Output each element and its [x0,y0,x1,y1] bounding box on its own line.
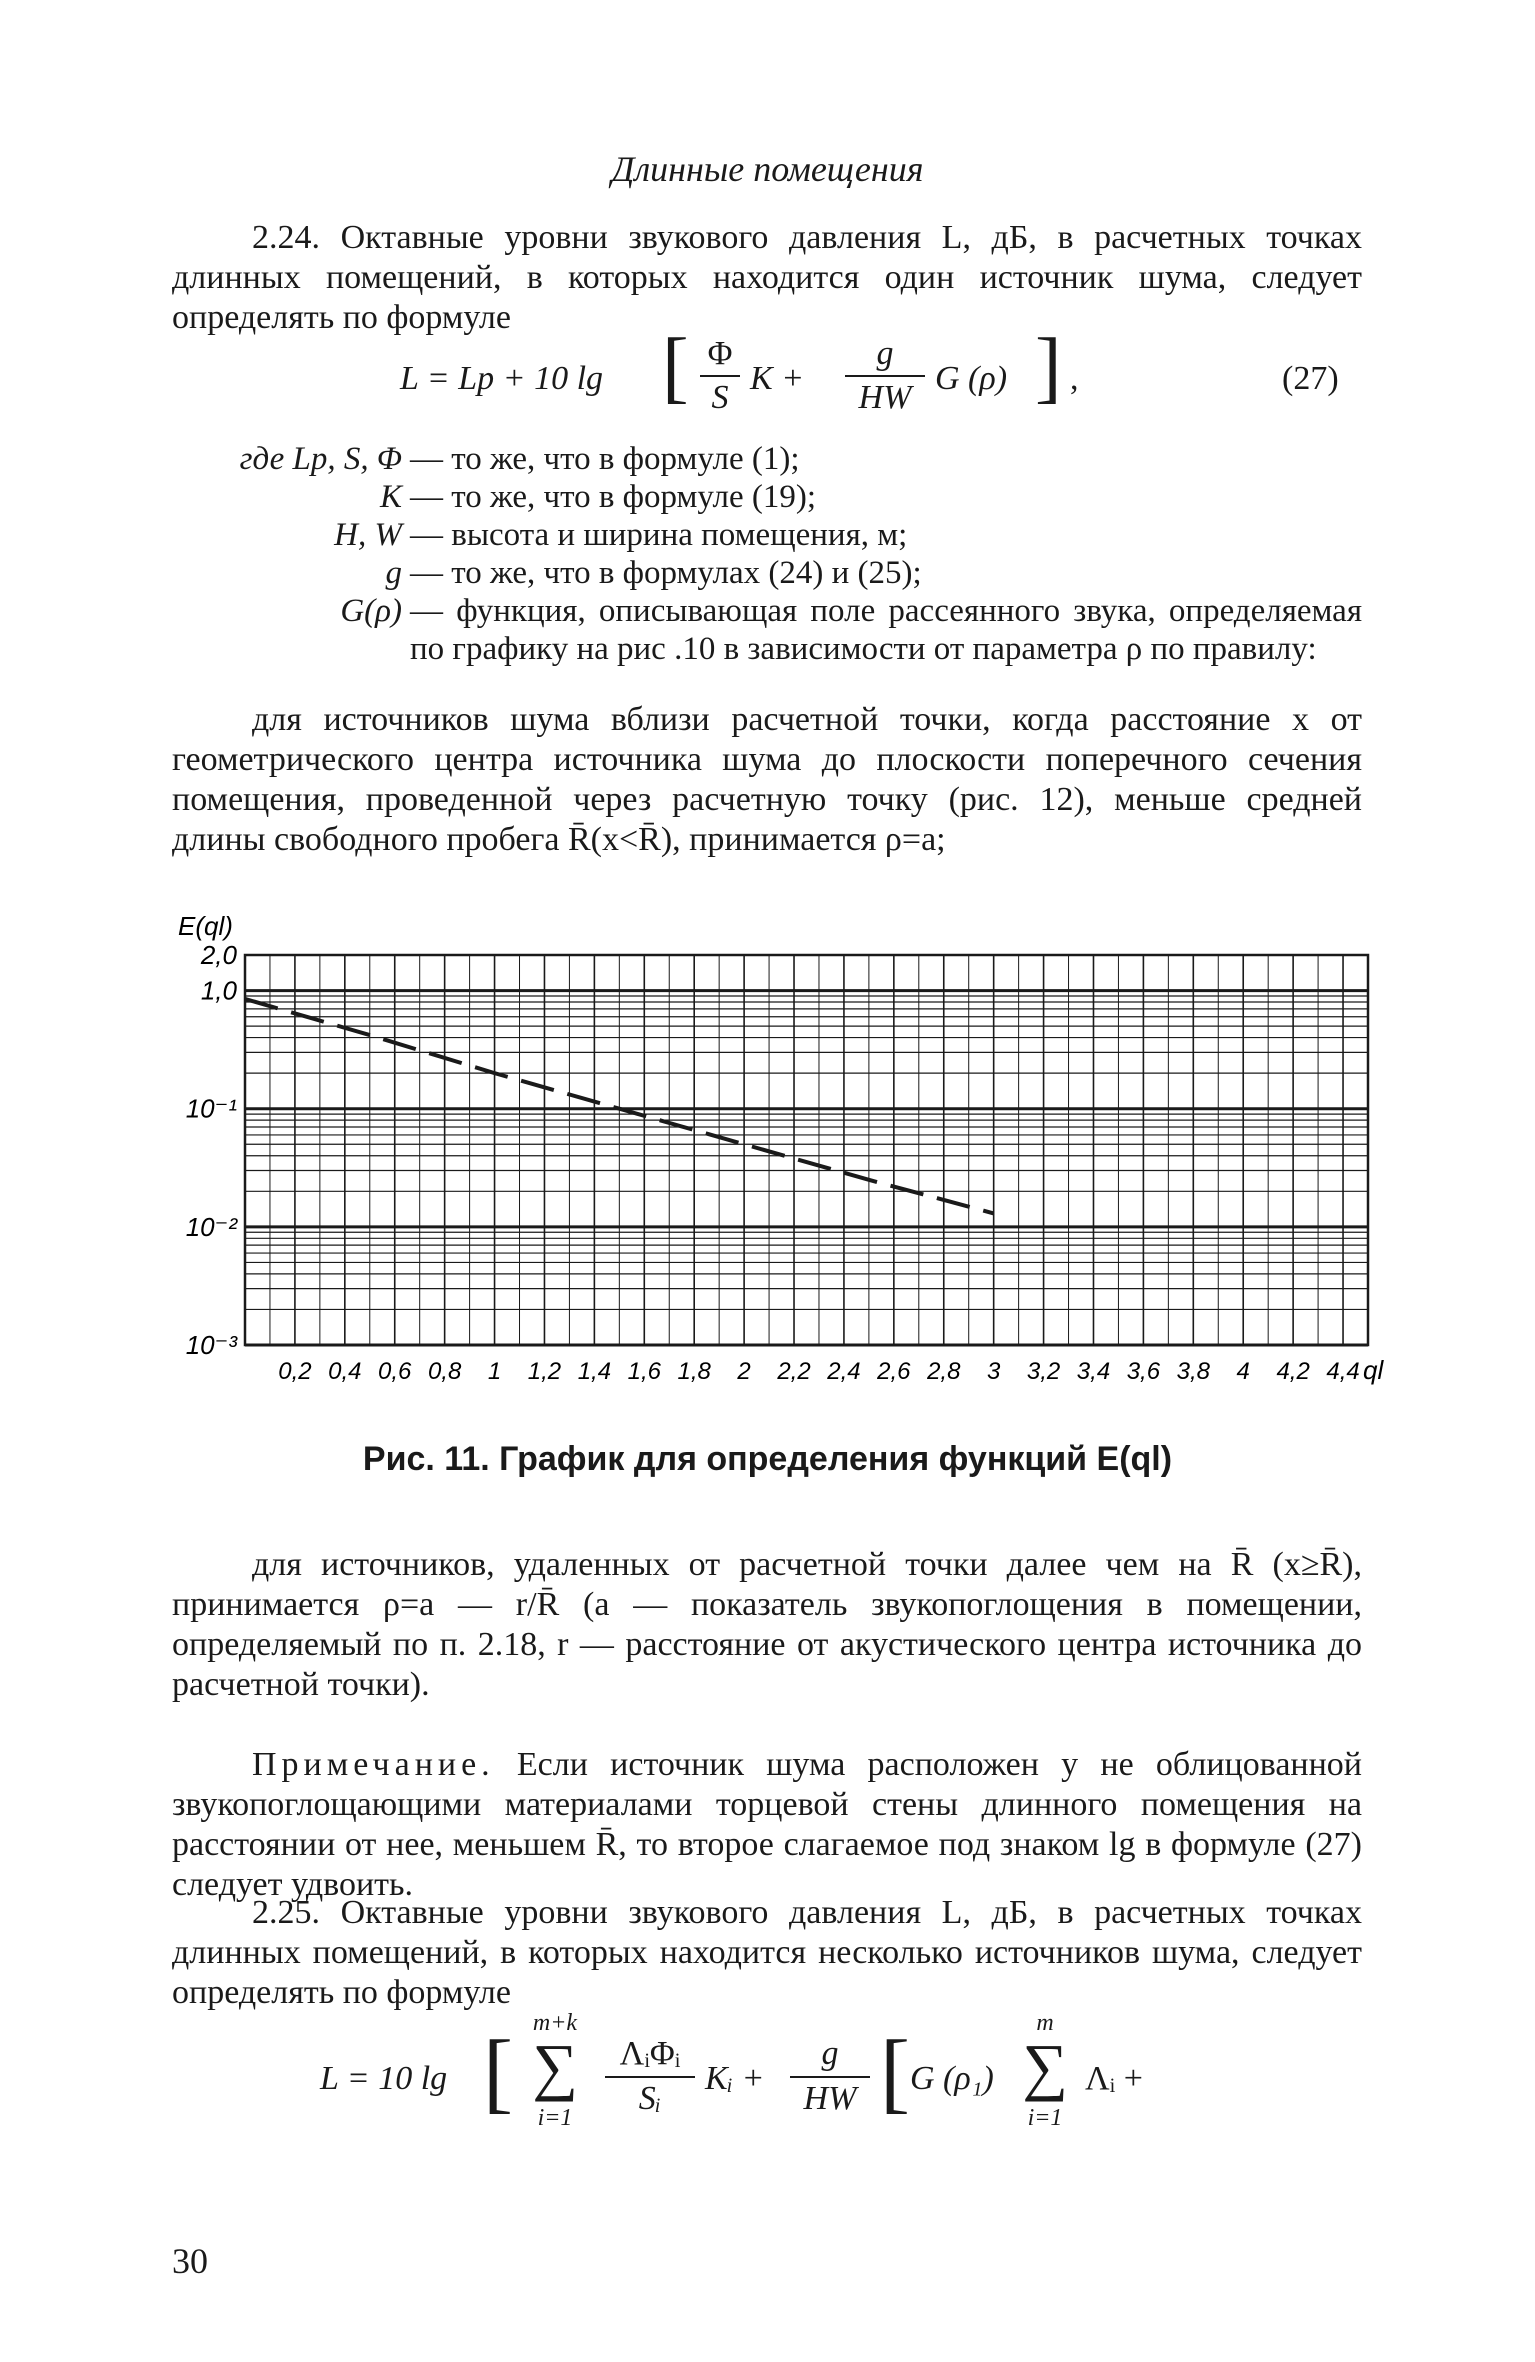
x-axis-label: ql [1363,1355,1384,1385]
formula-27-lhs: L = Lp + 10 lg [400,360,604,397]
page-number: 30 [172,2241,208,2281]
frac-numerator: ΛᵢΦᵢ [619,2035,681,2072]
note-label: Примечание. [252,1746,495,1783]
term1-numerator: Φ [707,335,733,372]
y-tick-label: 10⁻¹ [185,1093,237,1124]
where-list [172,440,1362,668]
where-item [172,516,1362,554]
x-tick-label: 4,4 [1326,1358,1360,1385]
x-tick-label: 0,6 [378,1358,412,1385]
y-tick-label: 10⁻² [185,1211,237,1242]
comma: , [1070,360,1079,397]
x-tick-label: 2,8 [927,1358,961,1385]
x-tick-label: 1,8 [677,1358,711,1385]
where-item [172,554,1362,592]
figure-caption: Рис. 11. График для определения функций E(ql) [362,1440,1173,1478]
x-tick-label: 3,8 [1176,1358,1210,1385]
sum2-sign: ∑ [1022,2031,1068,2102]
paragraph-2-25: 2.25. Октавные уровни звукового давления L, дБ, в расчетных точках длинных помещений, в которых находится несколько источников шума, следует определять по формуле [172,1894,1362,2011]
bracket-left: [ [662,323,689,411]
x-tick-label: 2 [737,1358,751,1385]
sum2-upper: m [1036,2010,1054,2036]
g-numerator: g [821,2035,839,2072]
section-heading: Длинные помещения [611,149,924,189]
x-tick-label: 1,4 [577,1358,612,1385]
sum2-lower: i=1 [1027,2105,1063,2131]
x-tick-label: 3 [986,1358,1001,1385]
term1-denominator: S [711,379,729,416]
x-tick-label: 2,2 [777,1358,811,1385]
x-tick-label: 3,4 [1076,1358,1111,1385]
where-symbol: g [385,555,402,591]
where-text: — высота и ширина помещения, м; [410,517,908,553]
where-text: — то же, что в формулах (24) и (25); [410,555,922,591]
x-ticks [278,1355,1384,1385]
where-text: — то же, что в формуле (1); [410,441,800,477]
note-paragraph [172,1745,1362,1905]
x-tick-label: 2,4 [827,1358,861,1385]
where-symbol: H, W [334,517,402,553]
term2-denominator: HW [858,379,912,416]
x-tick-label: 0,2 [278,1358,312,1385]
y-axis-label: E(ql) [178,911,233,941]
term2-tail: G (ρ) [935,360,1008,397]
formula-number: (27) [1282,360,1339,397]
y-tick-label: 10⁻³ [185,1330,237,1360]
fraction-bar [790,2076,870,2078]
chart-e-ql [160,905,1390,1425]
bracket-right: ] [1035,323,1062,411]
formula-28-tail: Λᵢ + [1085,2060,1143,2097]
x-tick-label: 1 [487,1358,502,1385]
fraction-bar [605,2076,695,2078]
paragraph-rule-1: для источников шума вблизи расчетной точки, когда расстояние x от геометрического центра источника шума до плоскости поперечного сечения помещения, проведенной через расчетную точку (рис. 12), меньше средней длины свободного пробега R̄(x<R̄), принимается ρ=a; [172,701,1362,858]
fraction-bar [845,375,925,377]
chart-grid [245,955,1368,1345]
where-text: — то же, что в формуле (19); [410,479,816,515]
g-tail: G (ρ₁) [910,2060,994,2097]
sum1-lower: i=1 [537,2105,573,2131]
where-symbol: G(ρ) [340,593,402,629]
plot-frame [245,955,1368,1345]
x-tick-label: 2,6 [877,1358,911,1385]
term2-numerator: g [876,335,894,372]
paragraph-rule-2: для источников, удаленных от расчетной точки далее чем на R̄ (x≥R̄), принимается ρ=a — r/R̄ (a — показатель звукопоглощения в помещении, определяемый по п. 2.18, r — расстояние от акустического центра источника до расчетной точки). [172,1546,1362,1703]
x-tick-label: 4,2 [1276,1358,1310,1385]
formula-28-mid: Kᵢ + [705,2060,765,2097]
x-tick-label: 4 [1236,1358,1250,1385]
where-item [172,478,1362,516]
frac-denominator: Sᵢ [638,2080,662,2117]
fraction-bar [700,375,740,377]
x-tick-label: 0,8 [427,1358,462,1385]
sum1-sign: ∑ [532,2031,578,2102]
y-tick-label: 1,0 [200,975,237,1006]
y-ticks [186,940,239,1360]
where-symbol: K [379,479,402,515]
x-tick-label: 3,2 [1026,1358,1061,1385]
formula-28 [320,2010,1300,2140]
g-denominator: HW [803,2080,857,2117]
x-tick-label: 1,6 [627,1358,661,1385]
formula-27 [400,323,1360,425]
y-tick-label: 2,0 [200,940,237,970]
x-tick-label: 1,2 [527,1358,562,1385]
sum1-upper: m+k [532,2010,578,2036]
where-item [172,440,1362,478]
x-tick-label: 0,4 [328,1358,362,1385]
bracket-left-inner: [ [880,2023,910,2122]
where-text: — функция, описывающая поле рассеянного звука, определяемая по графику на рис .10 в зависимости от параметра ρ по правилу: [410,593,1362,667]
where-symbol: где Lp, S, Φ [239,441,402,477]
x-tick-label: 3,6 [1126,1358,1161,1385]
note-text: Если источник шума расположен у не облицованной звукопоглощающими материалами торцевой стены длинного помещения на расстоянии от нее, меньшем R̄, то второе слагаемое под знаком lg в формуле (27) следует удвоить. [172,1746,1362,1903]
formula-28-lhs: L = 10 lg [320,2060,448,2097]
paragraph-2-24: 2.24. Октавные уровни звукового давления L, дБ, в расчетных точках длинных помещений, в которых находится один источник шума, следует определять по формуле [172,219,1362,336]
where-item [172,592,1362,668]
bracket-left: [ [483,2023,513,2122]
term1-tail: K + [750,360,805,397]
